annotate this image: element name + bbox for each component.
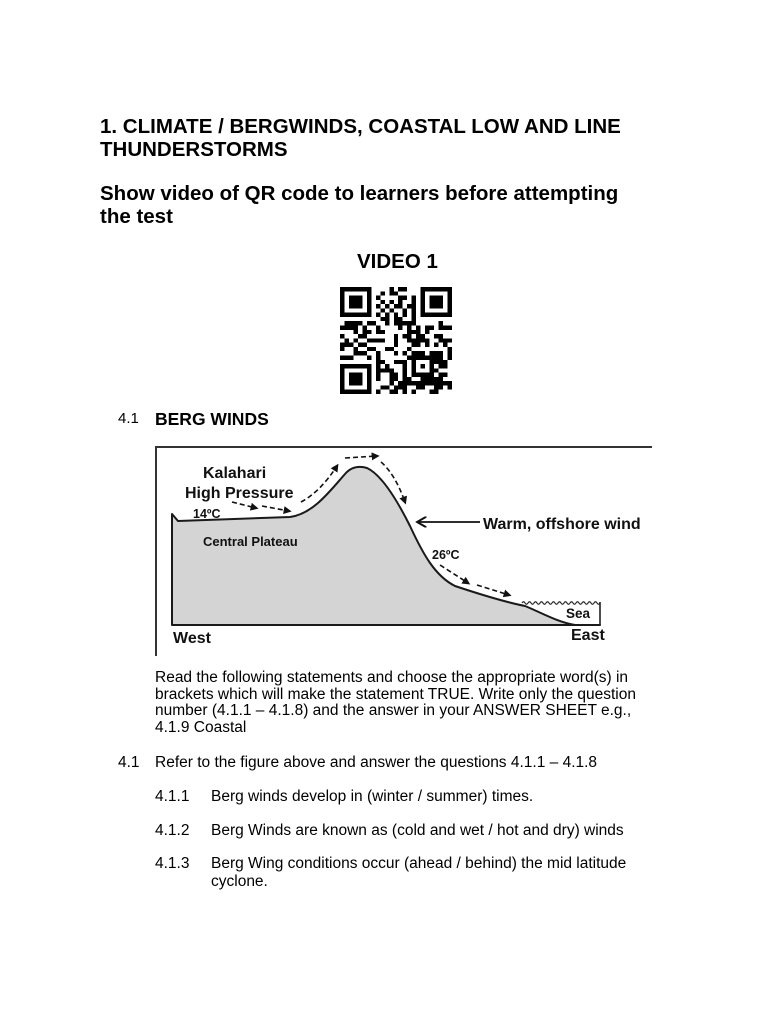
question-item-number: 4.1.1 bbox=[155, 788, 190, 805]
section-title bbox=[100, 116, 621, 161]
prompt-text: Refer to the figure above and answer the questions 4.1.1 – 4.1.8 bbox=[155, 754, 598, 771]
prompt-number: 4.1 bbox=[118, 754, 140, 771]
question-item-number: 4.1.3 bbox=[155, 855, 190, 872]
qr-alignment-pattern bbox=[412, 355, 434, 376]
question-item-number: 4.1.2 bbox=[155, 822, 190, 839]
directions-line: Read the following statements and choose the appropriate word(s) in bbox=[155, 669, 629, 686]
airflow-arrow bbox=[232, 502, 256, 508]
airflow-arrow bbox=[477, 585, 509, 595]
sea-waves bbox=[522, 602, 600, 605]
question-item-line: Berg Wing conditions occur (ahead / behind) the mid latitude bbox=[211, 855, 627, 872]
label-coast-temperature: 26ºC bbox=[432, 548, 460, 562]
qr-alignment-center bbox=[421, 364, 425, 368]
label-west: West bbox=[173, 630, 211, 647]
airflow-arrow bbox=[345, 456, 377, 458]
label-east: East bbox=[571, 627, 605, 644]
qr-finder-top-left bbox=[340, 287, 371, 317]
qr-finder-center bbox=[430, 296, 443, 309]
airflow-arrow bbox=[262, 506, 289, 511]
question-number: 4.1 bbox=[118, 410, 139, 427]
label-kalahari: Kalahari bbox=[203, 465, 267, 482]
section-title-line: THUNDERSTORMS bbox=[100, 137, 288, 161]
question-item-text bbox=[211, 855, 626, 890]
label-plateau-temperature: 14ºC bbox=[193, 507, 221, 521]
directions-paragraph bbox=[155, 670, 636, 737]
question-item bbox=[155, 855, 635, 895]
berg-wind-diagram bbox=[155, 446, 652, 656]
qr-finder-center bbox=[349, 296, 362, 309]
label-sea: Sea bbox=[566, 606, 591, 621]
question-item-line: Berg winds develop in (winter / summer) times. bbox=[211, 788, 534, 805]
video-label: VIDEO 1 bbox=[357, 250, 438, 273]
label-high-pressure: High Pressure bbox=[185, 485, 294, 502]
section-title-line: 1. CLIMATE / BERGWINDS, COASTAL LOW AND LINE bbox=[100, 115, 621, 138]
question-item-line: cyclone. bbox=[211, 872, 268, 890]
directions-line: brackets which will make the statement TRUE. Write only the question bbox=[155, 685, 636, 703]
teacher-instruction-line: Show video of QR code to learners before attempting bbox=[100, 182, 619, 205]
teacher-instruction-line: the test bbox=[100, 205, 173, 228]
label-central-plateau: Central Plateau bbox=[203, 534, 298, 549]
qr-finder-top-right bbox=[421, 287, 452, 317]
teacher-instruction bbox=[100, 182, 618, 228]
question-item-line: Berg Winds are known as (cold and wet / hot and dry) winds bbox=[211, 822, 624, 839]
question-item-text bbox=[211, 822, 624, 840]
question-item-text bbox=[211, 788, 533, 806]
question-title: BERG WINDS bbox=[155, 409, 269, 429]
qr-finder-bottom-left bbox=[340, 364, 371, 394]
directions-line: 4.1.9 Coastal bbox=[155, 719, 247, 737]
qr-code bbox=[340, 287, 452, 394]
qr-finder-center bbox=[349, 373, 362, 386]
label-offshore-wind: Warm, offshore wind bbox=[483, 516, 641, 533]
directions-line: number (4.1.1 – 4.1.8) and the answer in your ANSWER SHEET e.g., bbox=[155, 702, 632, 720]
